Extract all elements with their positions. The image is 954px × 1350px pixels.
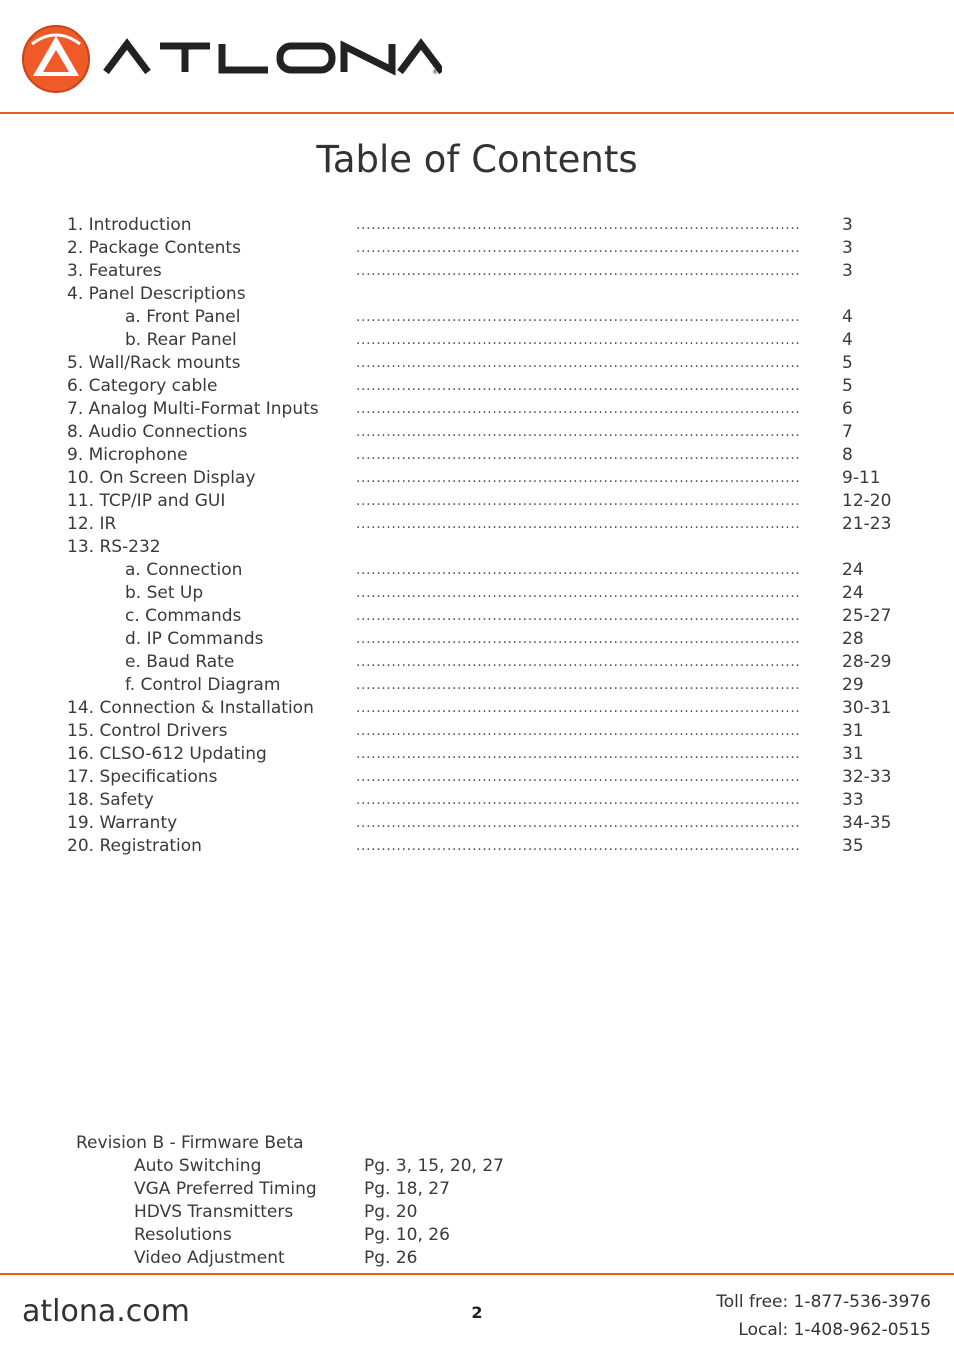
toc-entry-label: 9. Microphone — [67, 445, 188, 465]
toc-leader-dots: ........................................................................................ — [356, 332, 801, 348]
toc-entry-label: 6. Category cable — [67, 376, 218, 396]
toc-entry-label: 18. Safety — [67, 790, 154, 810]
toc-entry-page: 3 — [842, 215, 853, 235]
toc-entry-page: 30-31 — [842, 698, 892, 718]
toc-entry-label: 17. Specifications — [67, 767, 218, 787]
toc-entry — [67, 582, 897, 605]
toc-entry — [67, 421, 897, 444]
toc-leader-dots: ........................................................................................ — [356, 217, 801, 233]
toc-entry-page: 4 — [842, 307, 853, 327]
atlona-wordmark — [106, 44, 442, 72]
toc-entry — [67, 352, 897, 375]
toc-entry-page: 34-35 — [842, 813, 892, 833]
toc-leader-dots: ........................................................................................ — [356, 723, 801, 739]
toc-leader-dots: ........................................................................................ — [356, 769, 801, 785]
toc-entry — [67, 697, 897, 720]
toll-free-number: Toll free: 1-877-536-3976 — [716, 1292, 931, 1312]
toc-entry-label: d. IP Commands — [125, 629, 264, 649]
toc-entry-label: 11. TCP/IP and GUI — [67, 491, 226, 511]
toc-entry-page: 6 — [842, 399, 853, 419]
revision-item-pages: Pg. 3, 15, 20, 27 — [364, 1156, 504, 1176]
toc-leader-dots: ........................................................................................ — [356, 447, 801, 463]
toc-leader-dots: ........................................................................................ — [356, 792, 801, 808]
toc-entry-page: 4 — [842, 330, 853, 350]
toc-entry-page: 28-29 — [842, 652, 892, 672]
toc-entry-page: 3 — [842, 261, 853, 281]
toc-leader-dots: ........................................................................................ — [356, 355, 801, 371]
revision-item — [76, 1201, 576, 1224]
toc-entry — [67, 628, 897, 651]
revision-item-label: Video Adjustment — [134, 1248, 285, 1268]
toc-leader-dots: ........................................................................................ — [356, 746, 801, 762]
footer-contact — [716, 1288, 931, 1344]
toc-entry-label: 16. CLSO-612 Updating — [67, 744, 267, 764]
toc-leader-dots: ........................................................................................ — [356, 654, 801, 670]
toc-entry — [67, 306, 897, 329]
toc-entry-page: 5 — [842, 353, 853, 373]
toc-entry — [67, 398, 897, 421]
toc-entry-label: b. Set Up — [125, 583, 204, 603]
toc-leader-dots: ........................................................................................ — [356, 493, 801, 509]
toc-leader-dots: ........................................................................................ — [356, 470, 801, 486]
toc-entry — [67, 559, 897, 582]
revision-item — [76, 1178, 576, 1201]
toc-entry-label: 10. On Screen Display — [67, 468, 256, 488]
svg-text:®: ® — [432, 69, 438, 76]
toc-entry-page: 8 — [842, 445, 853, 465]
toc-entry — [67, 513, 897, 536]
toc-leader-dots: ........................................................................................ — [356, 677, 801, 693]
page-title: Table of Contents — [316, 138, 638, 181]
toc-leader-dots: ........................................................................................ — [356, 378, 801, 394]
toc-entry — [67, 375, 897, 398]
toc-entry-page: 28 — [842, 629, 864, 649]
toc-entry-page: 9-11 — [842, 468, 881, 488]
atlona-logo — [22, 24, 442, 94]
toc-entry-page: 24 — [842, 560, 864, 580]
toc-leader-dots: ........................................................................................ — [356, 240, 801, 256]
toc-entry — [67, 651, 897, 674]
toc-entry — [67, 766, 897, 789]
revision-item-pages: Pg. 20 — [364, 1202, 418, 1222]
toc-entry-label: c. Commands — [125, 606, 242, 626]
toc-leader-dots: ........................................................................................ — [356, 608, 801, 624]
toc-entry — [67, 536, 897, 559]
toc-entry-page: 7 — [842, 422, 853, 442]
atlona-logo-icon — [23, 26, 89, 92]
toc-leader-dots: ........................................................................................ — [356, 815, 801, 831]
toc-leader-dots: ........................................................................................ — [356, 424, 801, 440]
toc-entry-label: 12. IR — [67, 514, 117, 534]
toc-entry — [67, 467, 897, 490]
toc-entry — [67, 214, 897, 237]
toc-leader-dots: ........................................................................................ — [356, 585, 801, 601]
toc-leader-dots: ........................................................................................ — [356, 309, 801, 325]
toc-entry-label: 1. Introduction — [67, 215, 192, 235]
toc-entry-page: 5 — [842, 376, 853, 396]
toc-entry-page: 33 — [842, 790, 864, 810]
toc-leader-dots: ........................................................................................ — [356, 838, 801, 854]
toc-entry-label: 13. RS-232 — [67, 537, 161, 557]
revision-title: Revision B - Firmware Beta — [76, 1133, 304, 1153]
toc-entry — [67, 444, 897, 467]
toc-entry — [67, 237, 897, 260]
revision-item — [76, 1247, 576, 1270]
toc-entry-label: 5. Wall/Rack mounts — [67, 353, 241, 373]
toc-entry-label: 4. Panel Descriptions — [67, 284, 246, 304]
revision-item-label: Resolutions — [134, 1225, 232, 1245]
page-number: 2 — [471, 1303, 483, 1322]
toc-leader-dots: ........................................................................................ — [356, 631, 801, 647]
revision-item-pages: Pg. 10, 26 — [364, 1225, 450, 1245]
toc-entry — [67, 490, 897, 513]
toc-entry-label: 8. Audio Connections — [67, 422, 248, 442]
revision-item — [76, 1155, 576, 1178]
toc-entry-label: 19. Warranty — [67, 813, 178, 833]
toc-entry-label: e. Baud Rate — [125, 652, 235, 672]
revision-item-label: HDVS Transmitters — [134, 1202, 294, 1222]
table-of-contents — [67, 214, 897, 858]
toc-entry-label: b. Rear Panel — [125, 330, 237, 350]
toc-entry — [67, 260, 897, 283]
local-number: Local: 1-408-962-0515 — [738, 1320, 931, 1340]
toc-entry — [67, 720, 897, 743]
toc-entry-page: 25-27 — [842, 606, 892, 626]
revision-list — [76, 1155, 576, 1270]
toc-entry-label: f. Control Diagram — [125, 675, 281, 695]
revision-item — [76, 1224, 576, 1247]
toc-entry — [67, 283, 897, 306]
toc-entry-page: 12-20 — [842, 491, 892, 511]
toc-entry — [67, 605, 897, 628]
toc-leader-dots: ........................................................................................ — [356, 700, 801, 716]
toc-entry — [67, 329, 897, 352]
footer-website: atlona.com — [22, 1294, 190, 1329]
toc-entry — [67, 789, 897, 812]
toc-leader-dots: ........................................................................................ — [356, 263, 801, 279]
toc-entry-label: 20. Registration — [67, 836, 202, 856]
toc-entry — [67, 743, 897, 766]
toc-entry-page: 21-23 — [842, 514, 892, 534]
toc-leader-dots: ........................................................................................ — [356, 516, 801, 532]
toc-entry-label: 14. Connection & Installation — [67, 698, 314, 718]
revision-item-pages: Pg. 18, 27 — [364, 1179, 450, 1199]
toc-entry-page: 31 — [842, 744, 864, 764]
toc-entry-label: a. Front Panel — [125, 307, 241, 327]
toc-entry-page: 32-33 — [842, 767, 892, 787]
toc-entry — [67, 812, 897, 835]
toc-entry — [67, 674, 897, 697]
header-rule — [0, 112, 954, 114]
toc-entry-label: 2. Package Contents — [67, 238, 241, 258]
toc-leader-dots: ........................................................................................ — [356, 401, 801, 417]
toc-entry-page: 29 — [842, 675, 864, 695]
toc-entry-label: 15. Control Drivers — [67, 721, 228, 741]
toc-entry-label: a. Connection — [125, 560, 243, 580]
toc-entry-label: 3. Features — [67, 261, 162, 281]
toc-entry-page: 3 — [842, 238, 853, 258]
footer-rule — [0, 1273, 954, 1275]
revision-item-pages: Pg. 26 — [364, 1248, 418, 1268]
revision-notes — [76, 1132, 576, 1270]
revision-item-label: VGA Preferred Timing — [134, 1179, 317, 1199]
toc-leader-dots: ........................................................................................ — [356, 562, 801, 578]
revision-item-label: Auto Switching — [134, 1156, 262, 1176]
toc-entry-page: 35 — [842, 836, 864, 856]
toc-entry-page: 31 — [842, 721, 864, 741]
toc-entry-label: 7. Analog Multi-Format Inputs — [67, 399, 319, 419]
toc-entry-page: 24 — [842, 583, 864, 603]
toc-entry — [67, 835, 897, 858]
